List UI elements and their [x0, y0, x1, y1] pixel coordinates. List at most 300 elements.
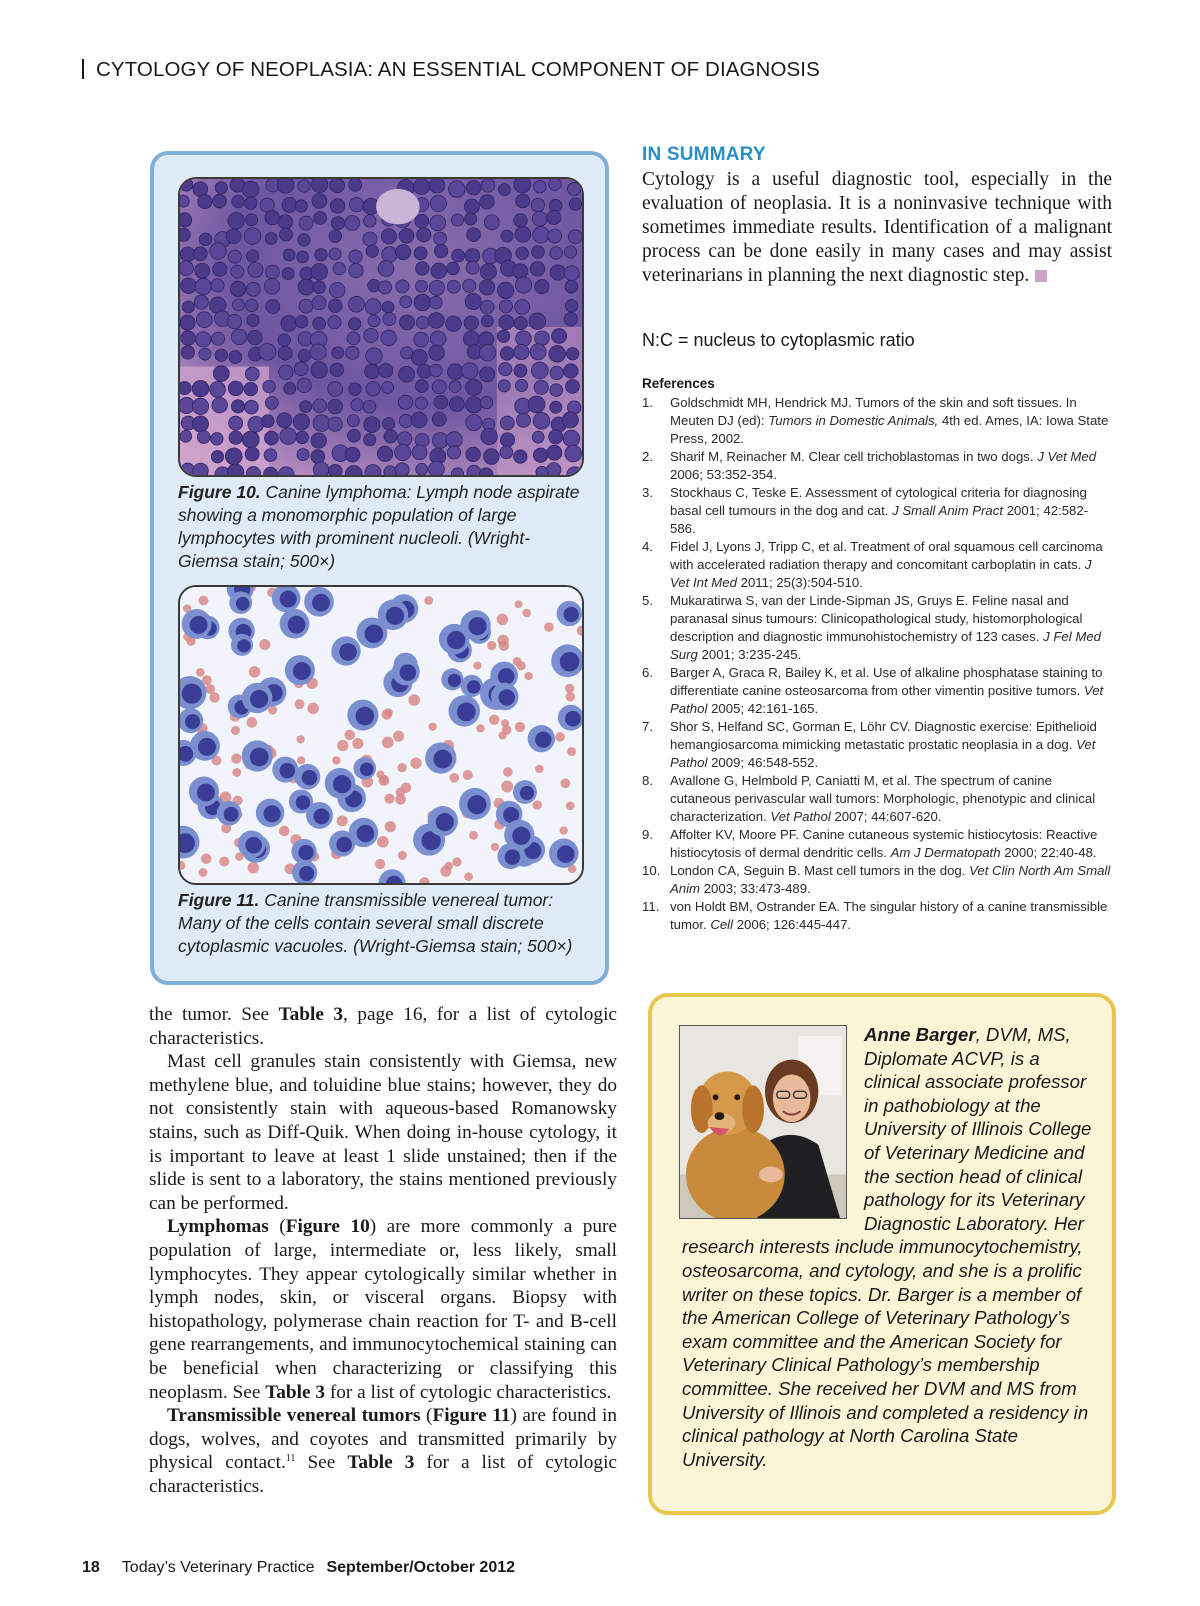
- reference-journal: Am J Dermatopath: [890, 845, 1001, 860]
- lymphocyte-cell: [533, 448, 547, 462]
- lymphocyte-cell: [197, 431, 210, 444]
- lymphocyte-cell: [531, 198, 544, 211]
- lymphocyte-cell: [229, 431, 242, 444]
- red-blood-cell: [398, 851, 407, 860]
- lymphocyte-cell: [199, 348, 211, 360]
- lymphocyte-cell: [245, 197, 257, 209]
- reference-journal: Vet Pathol: [670, 737, 1096, 770]
- tumor-cell-nucleus: [505, 849, 521, 865]
- tumor-cell-nucleus: [288, 616, 306, 634]
- red-blood-cell: [464, 872, 473, 881]
- lymphocyte-cell: [330, 199, 344, 213]
- lymphocyte-cell: [196, 332, 211, 347]
- reference-item: [642, 826, 1112, 862]
- lymphocyte-cell: [430, 195, 446, 211]
- lymphocyte-cell: [550, 366, 563, 379]
- lymphocyte-cell: [259, 343, 276, 360]
- reference-item: [642, 484, 1112, 538]
- lymphocyte-cell: [242, 431, 259, 448]
- tumor-cell-nucleus: [313, 808, 329, 824]
- lymphocyte-cell: [329, 230, 341, 242]
- reference-item: [642, 448, 1112, 484]
- lymphocyte-cell: [414, 294, 431, 311]
- lymphocyte-cell: [231, 329, 246, 344]
- lymphocyte-cell: [199, 233, 212, 246]
- lymphocyte-cell: [516, 247, 529, 260]
- lymphocyte-cell: [382, 418, 394, 430]
- tumor-cell-nucleus: [185, 714, 200, 729]
- lymphocyte-cell: [569, 198, 581, 210]
- lymphocyte-cell: [181, 463, 194, 475]
- lymphocyte-cell: [212, 332, 225, 345]
- table-reference: Table 3: [265, 1381, 326, 1403]
- lymphocyte-cell: [516, 413, 530, 427]
- lymphocyte-cell: [345, 447, 360, 462]
- lymphocyte-cell: [278, 334, 290, 346]
- red-blood-cell: [491, 843, 499, 851]
- lymphocyte-cell: [450, 397, 465, 412]
- lymphocyte-cell: [384, 430, 397, 443]
- lymphocyte-cell: [279, 365, 293, 379]
- lymphocyte-cell: [484, 449, 500, 465]
- tumor-cell-nucleus: [535, 731, 551, 747]
- lymphocyte-cell: [532, 246, 545, 259]
- tumor-cell-nucleus: [360, 763, 374, 777]
- tumor-cell-nucleus: [433, 750, 452, 769]
- lymphocyte-cell: [411, 349, 427, 365]
- reference-authors-title: von Holdt BM, Ostrander EA. The singular history of a canine transmissible tumor.: [670, 899, 1108, 932]
- reference-number: 4.: [642, 539, 653, 554]
- reference-authors-title: Stockhaus C, Teske E. Assessment of cytological criteria for diagnosing basal cell tumours in the dog and cat.: [670, 485, 1087, 518]
- paragraph: Mast cell granules stain consistently with Giemsa, new methylene blue, and toluidine blue stains; however, they do not consistently stain with aqueous-based Romanowsky stains, such as Diff-Quik. When doing in-house cytology, it is important to leave at least 1 slide unstained; then if the slide is sent to a laboratory, the stains mentioned previously can be performed.: [149, 1051, 617, 1214]
- lymphocyte-cell: [562, 412, 578, 428]
- reference-number: 2.: [642, 449, 653, 464]
- lymphocyte-cell: [514, 214, 527, 227]
- lymphocyte-cell: [345, 216, 360, 231]
- reference-journal: Vet Pathol: [770, 809, 831, 824]
- lymphocyte-cell: [481, 179, 495, 192]
- abbreviation-note: N:C = nucleus to cytoplasmic ratio: [642, 330, 915, 350]
- lymphocyte-cell: [312, 194, 327, 209]
- lymphocyte-cell: [363, 400, 376, 413]
- lymphocyte-cell: [351, 399, 363, 411]
- tumor-cell-nucleus: [296, 795, 310, 809]
- reference-citation: 2005; 42:161-165.: [707, 701, 819, 716]
- lymphocyte-cell: [446, 316, 462, 332]
- lymphocyte-cell: [429, 179, 445, 193]
- lymphocyte-cell: [528, 396, 545, 413]
- lymphocyte-cell: [264, 449, 277, 462]
- reference-authors-title: Affolter KV, Moore PF. Canine cutaneous systemic histiocytosis: Reactive histiocytosis of dermal dendritic cells.: [670, 827, 1098, 860]
- running-head: [82, 58, 820, 82]
- lymphocyte-cell: [515, 277, 531, 293]
- macrophage-cell: [376, 189, 420, 225]
- red-blood-cell: [344, 730, 354, 740]
- lymphocyte-cell: [398, 395, 412, 409]
- lymphocyte-cell: [211, 451, 223, 463]
- reference-number: 5.: [642, 593, 653, 608]
- lymphocyte-cell: [377, 446, 392, 461]
- lymphocyte-cell: [447, 280, 460, 293]
- lymphocyte-cell: [499, 363, 512, 376]
- lymphocyte-cell: [330, 283, 345, 298]
- lymphocyte-cell: [365, 299, 381, 315]
- running-head-rule: [82, 59, 84, 79]
- lymphocyte-cell: [430, 215, 446, 231]
- lymphocyte-cell: [381, 330, 396, 345]
- lymphocyte-cell: [194, 295, 208, 309]
- lymphocyte-cell: [565, 445, 582, 462]
- lymphocyte-cell: [266, 265, 280, 279]
- text-run: See: [295, 1452, 348, 1474]
- reference-number: 9.: [642, 827, 653, 842]
- lymphocyte-cell: [480, 264, 496, 280]
- red-blood-cell: [497, 614, 508, 625]
- red-blood-cell: [209, 692, 219, 702]
- red-blood-cell: [352, 738, 363, 749]
- figure-11-caption-text: Canine transmissible venereal tumor: Many of the cells contain several small discrete cytoplasmic vacuoles. (Wright-Giemsa stain; 500×): [178, 890, 573, 956]
- lymphocyte-cell: [532, 431, 544, 443]
- table-reference: Table 3: [347, 1452, 415, 1474]
- lymphocyte-cell: [513, 264, 528, 279]
- reference-number: 1.: [642, 395, 653, 410]
- publication-name: Today’s Veterinary Practice: [121, 1559, 315, 1576]
- tumor-cell-nucleus: [237, 639, 250, 652]
- author-bio-box: [648, 993, 1116, 1515]
- lymphocyte-cell: [547, 445, 562, 460]
- red-blood-cell: [384, 708, 393, 716]
- tumor-cell-nucleus: [224, 807, 239, 822]
- reference-citation: 2003; 33:473-489.: [700, 881, 811, 896]
- references-heading: References: [642, 376, 715, 391]
- lymphocyte-cell: [499, 315, 514, 330]
- lymphocyte-cell: [549, 346, 566, 363]
- tumor-cell-nucleus: [250, 748, 269, 767]
- lymphocyte-cell: [566, 348, 578, 360]
- lymphocyte-cell: [195, 263, 210, 278]
- tumor-cell-nucleus: [557, 845, 575, 863]
- lymphocyte-cell: [514, 344, 529, 359]
- lymphocyte-cell: [246, 282, 260, 296]
- lymphocyte-cell: [378, 261, 394, 277]
- lymphocyte-cell: [568, 183, 581, 196]
- lymphocyte-cell: [266, 300, 280, 314]
- lymphocyte-cell: [180, 315, 195, 330]
- red-blood-cell: [296, 735, 304, 743]
- red-blood-cell: [385, 821, 396, 832]
- summary-text: [642, 168, 1112, 288]
- reference-citation: 2011; 25(3):504-510.: [736, 575, 863, 590]
- lymphocyte-cell: [244, 382, 258, 396]
- lymphocyte-cell: [535, 331, 550, 346]
- lymphocyte-cell: [180, 381, 191, 394]
- page-footer: [82, 1559, 515, 1577]
- lymphocyte-cell: [549, 430, 563, 444]
- lymphocyte-cell: [349, 383, 361, 395]
- lymphocyte-cell: [429, 280, 444, 295]
- red-blood-cell: [555, 732, 565, 742]
- lymphocyte-cell: [329, 248, 341, 260]
- lymphocyte-cell: [245, 400, 259, 414]
- lymphocyte-cell: [210, 243, 227, 260]
- lymphocyte-cell: [467, 228, 481, 242]
- lymphocyte-cell: [297, 251, 309, 263]
- lymphocyte-cell: [415, 397, 427, 409]
- lymphocyte-cell: [363, 232, 377, 246]
- lymphocyte-cell: [416, 262, 429, 275]
- red-blood-cell: [524, 672, 532, 680]
- figure-11-label: Figure 11.: [178, 890, 260, 910]
- lymphocyte-cell: [415, 280, 427, 292]
- lymphocyte-cell: [213, 194, 227, 208]
- body-text-column: [149, 1003, 617, 1498]
- red-blood-cell: [307, 703, 318, 714]
- lymphocyte-cell: [347, 332, 360, 345]
- lymphocyte-cell: [497, 282, 513, 298]
- lymphocyte-cell: [311, 264, 327, 280]
- lymphocyte-cell: [428, 312, 444, 328]
- reference-number: 8.: [642, 773, 653, 788]
- red-blood-cell: [259, 639, 270, 650]
- lymphocyte-cell: [364, 328, 378, 342]
- reference-journal: Tumors in Domestic Animals,: [768, 413, 939, 428]
- tumor-cell-nucleus: [499, 689, 515, 705]
- reference-item: [642, 394, 1112, 448]
- red-blood-cell: [196, 668, 205, 677]
- lymphocyte-cell: [349, 179, 362, 191]
- lymphocyte-cell: [549, 199, 562, 212]
- lymphocyte-cell: [295, 315, 307, 327]
- lymphoma-micrograph: [180, 179, 582, 475]
- lymphocyte-cell: [382, 247, 398, 263]
- lymphocyte-cell: [328, 316, 341, 329]
- lymphocyte-cell: [198, 194, 212, 208]
- red-blood-cell: [565, 684, 574, 693]
- tumor-cell-nucleus: [263, 805, 280, 822]
- lymphocyte-cell: [564, 364, 578, 378]
- lymphocyte-cell: [311, 362, 327, 378]
- text-run: (: [268, 1216, 286, 1238]
- red-blood-cell: [384, 794, 394, 804]
- tumor-cell-nucleus: [245, 837, 262, 854]
- lymphocyte-cell: [400, 315, 415, 330]
- reference-journal: Vet Pathol: [670, 683, 1104, 716]
- red-blood-cell: [567, 747, 576, 756]
- lymphocyte-cell: [400, 296, 412, 308]
- lymphocyte-cell: [282, 268, 294, 280]
- lymphocyte-cell: [180, 261, 193, 276]
- reference-journal: J Fel Med Surg: [670, 629, 1102, 662]
- lymphocyte-cell: [310, 344, 326, 360]
- lymphocyte-cell: [313, 415, 330, 432]
- lymphocyte-cell: [498, 184, 510, 196]
- lymphocyte-cell: [498, 380, 510, 392]
- lymphocyte-cell: [534, 180, 546, 192]
- reference-authors-title: Shor S, Helfand SC, Gorman E, Löhr CV. Diagnostic exercise: Epithelioid hemangiosarcoma mimicking metastatic prostatic neoplasia in a dog.: [670, 719, 1097, 752]
- tumor-cell-nucleus: [447, 631, 465, 649]
- lymphocyte-cell: [248, 262, 263, 277]
- lymphocyte-cell: [215, 182, 227, 194]
- reference-authors-title: London CA, Seguin B. Mast cell tumors in the dog.: [670, 863, 970, 878]
- lymphocyte-cell: [328, 382, 343, 397]
- lymphocyte-cell: [430, 364, 443, 377]
- lymphocyte-cell: [366, 348, 382, 364]
- lymphocyte-cell: [330, 363, 343, 376]
- reference-authors-title: Sharif M, Reinacher M. Clear cell trichoblastomas in two dogs.: [670, 449, 1038, 464]
- lymphocyte-cell: [245, 367, 259, 381]
- lymphocyte-cell: [211, 279, 224, 292]
- red-blood-cell: [515, 722, 525, 732]
- paragraph: [149, 1003, 617, 1050]
- lymphocyte-cell: [368, 315, 380, 327]
- lymphocyte-cell: [311, 179, 327, 193]
- lymphocyte-cell: [565, 280, 578, 293]
- red-blood-cell: [201, 853, 211, 863]
- red-blood-cell: [497, 635, 508, 646]
- text-run: for a list of cytologic characteristics.: [325, 1381, 612, 1403]
- lymphocyte-cell: [449, 181, 466, 198]
- text-run: , page 16, for a list of cytologic characteristics.: [149, 1004, 617, 1049]
- lymphocyte-cell: [298, 234, 310, 246]
- lymphocyte-cell: [333, 262, 345, 274]
- red-blood-cell: [401, 782, 411, 792]
- lymphocyte-cell: [414, 179, 430, 194]
- lymphocyte-cell: [499, 300, 512, 313]
- citation-superscript: 11: [285, 1453, 296, 1465]
- lymphocyte-cell: [284, 382, 296, 394]
- red-blood-cell: [395, 794, 406, 805]
- red-blood-cell: [377, 836, 389, 848]
- lymphocyte-cell: [192, 398, 208, 414]
- tumor-cell-nucleus: [280, 591, 297, 608]
- lymphocyte-cell: [228, 213, 244, 229]
- lymphocyte-cell: [446, 432, 462, 448]
- lymphocyte-cell: [293, 414, 309, 430]
- lymphocyte-cell: [193, 247, 207, 261]
- lymphocyte-cell: [399, 366, 415, 382]
- red-blood-cell: [544, 622, 554, 632]
- reference-item: [642, 898, 1112, 934]
- reference-journal: Vet Clin North Am Small Anim: [670, 863, 1111, 896]
- lymphocyte-cell: [247, 314, 259, 326]
- lymphocyte-cell: [414, 247, 427, 260]
- lymphocyte-cell: [533, 226, 550, 243]
- lymphocyte-cell: [550, 401, 562, 413]
- reference-citation: 2009; 46:548-552.: [707, 755, 819, 770]
- lymphocyte-cell: [193, 463, 208, 475]
- lymphocyte-cell: [429, 345, 445, 361]
- lymphocyte-cell: [232, 195, 245, 208]
- lymphocyte-cell: [515, 226, 531, 242]
- references-list: [642, 394, 1112, 934]
- red-blood-cell: [502, 725, 512, 735]
- tumor-cell-nucleus: [356, 707, 375, 726]
- tumor-cell-nucleus: [182, 684, 202, 704]
- lymphocyte-cell: [277, 413, 292, 428]
- lymphocyte-cell: [213, 366, 229, 382]
- lymphocyte-cell: [462, 363, 478, 379]
- lymphocyte-cell: [529, 313, 546, 330]
- lymphocyte-cell: [242, 181, 259, 198]
- reference-citation: 2000; 22:40-48.: [1000, 845, 1097, 860]
- lymphocyte-cell: [550, 247, 562, 259]
- lymphocyte-cell: [415, 380, 428, 393]
- lymphocyte-cell: [479, 345, 495, 361]
- red-blood-cell: [279, 826, 289, 836]
- summary-heading: IN SUMMARY: [642, 144, 766, 165]
- red-blood-cell: [332, 756, 340, 764]
- lymphocyte-cell: [349, 263, 363, 277]
- tumor-cell-nucleus: [190, 616, 208, 634]
- lymphocyte-cell: [298, 349, 310, 361]
- lymphocyte-cell: [535, 279, 549, 293]
- reference-number: 7.: [642, 719, 653, 734]
- lymphocyte-cell: [230, 281, 245, 296]
- author-bio-text: [682, 1023, 1100, 1471]
- red-blood-cell: [232, 768, 241, 777]
- lymphocyte-cell: [180, 195, 189, 207]
- lymphocyte-cell: [515, 300, 530, 315]
- lymphocyte-cell: [215, 349, 227, 361]
- reference-authors-title: Goldschmidt MH, Hendrick MJ. Tumors of the skin and soft tissues. In Meuten DJ (ed):: [670, 395, 1077, 428]
- lymphocyte-cell: [181, 346, 194, 359]
- lymphocyte-cell: [552, 328, 567, 343]
- reference-citation: 2006; 126:445-447.: [733, 917, 852, 932]
- lymphocyte-cell: [278, 215, 292, 229]
- tumor-cell-nucleus: [564, 607, 579, 622]
- tumor-cell-nucleus: [198, 738, 216, 756]
- lymphocyte-cell: [350, 198, 364, 212]
- lymphocyte-cell: [516, 194, 530, 208]
- lymphocyte-cell: [265, 396, 278, 409]
- lymphocyte-cell: [464, 316, 478, 330]
- lymphocyte-cell: [500, 433, 514, 447]
- figure-11-caption: [178, 889, 588, 958]
- red-blood-cell: [379, 775, 390, 786]
- lymphocyte-cell: [466, 261, 479, 274]
- red-blood-cell: [449, 773, 459, 783]
- lymphocyte-cell: [449, 381, 461, 393]
- tumor-cell-nucleus: [280, 763, 296, 779]
- red-blood-cell: [219, 856, 229, 866]
- lymphocyte-cell: [484, 215, 499, 230]
- figure-10-caption: [178, 481, 588, 573]
- run-in-heading: Lymphomas: [167, 1216, 269, 1238]
- lymphocyte-cell: [282, 197, 297, 212]
- red-blood-cell: [469, 831, 478, 840]
- lymphocyte-cell: [432, 380, 446, 394]
- lymphocyte-cell: [264, 279, 279, 294]
- lymphocyte-cell: [263, 380, 275, 392]
- reference-item: [642, 862, 1112, 898]
- lymphocyte-cell: [332, 347, 344, 359]
- running-head-text: CYTOLOGY OF NEOPLASIA: AN ESSENTIAL COMPONENT OF DIAGNOSIS: [96, 58, 820, 81]
- lymphocyte-cell: [549, 179, 562, 190]
- lymphocyte-cell: [180, 228, 190, 241]
- reference-authors-title: Avallone G, Helmbold P, Caniatti M, et al. The spectrum of canine cutaneous perivascular wall tumors: Morphologic, phenotypic and clinical characterization.: [670, 773, 1096, 824]
- lymphocyte-cell: [180, 430, 192, 442]
- lymphocyte-cell: [195, 278, 211, 294]
- lymphocyte-cell: [500, 347, 514, 361]
- lymphocyte-cell: [533, 413, 550, 430]
- red-blood-cell: [246, 717, 257, 728]
- reference-number: 10.: [642, 863, 661, 878]
- red-blood-cell: [489, 715, 499, 725]
- lymphocyte-cell: [366, 382, 380, 396]
- figure-10-caption-text: Canine lymphoma: Lymph node aspirate showing a monomorphic population of large lymphocytes with prominent nucleoli. (Wright-Giemsa stain; 500×): [178, 482, 580, 571]
- lymphocyte-cell: [228, 250, 241, 263]
- lymphocyte-cell: [564, 246, 576, 258]
